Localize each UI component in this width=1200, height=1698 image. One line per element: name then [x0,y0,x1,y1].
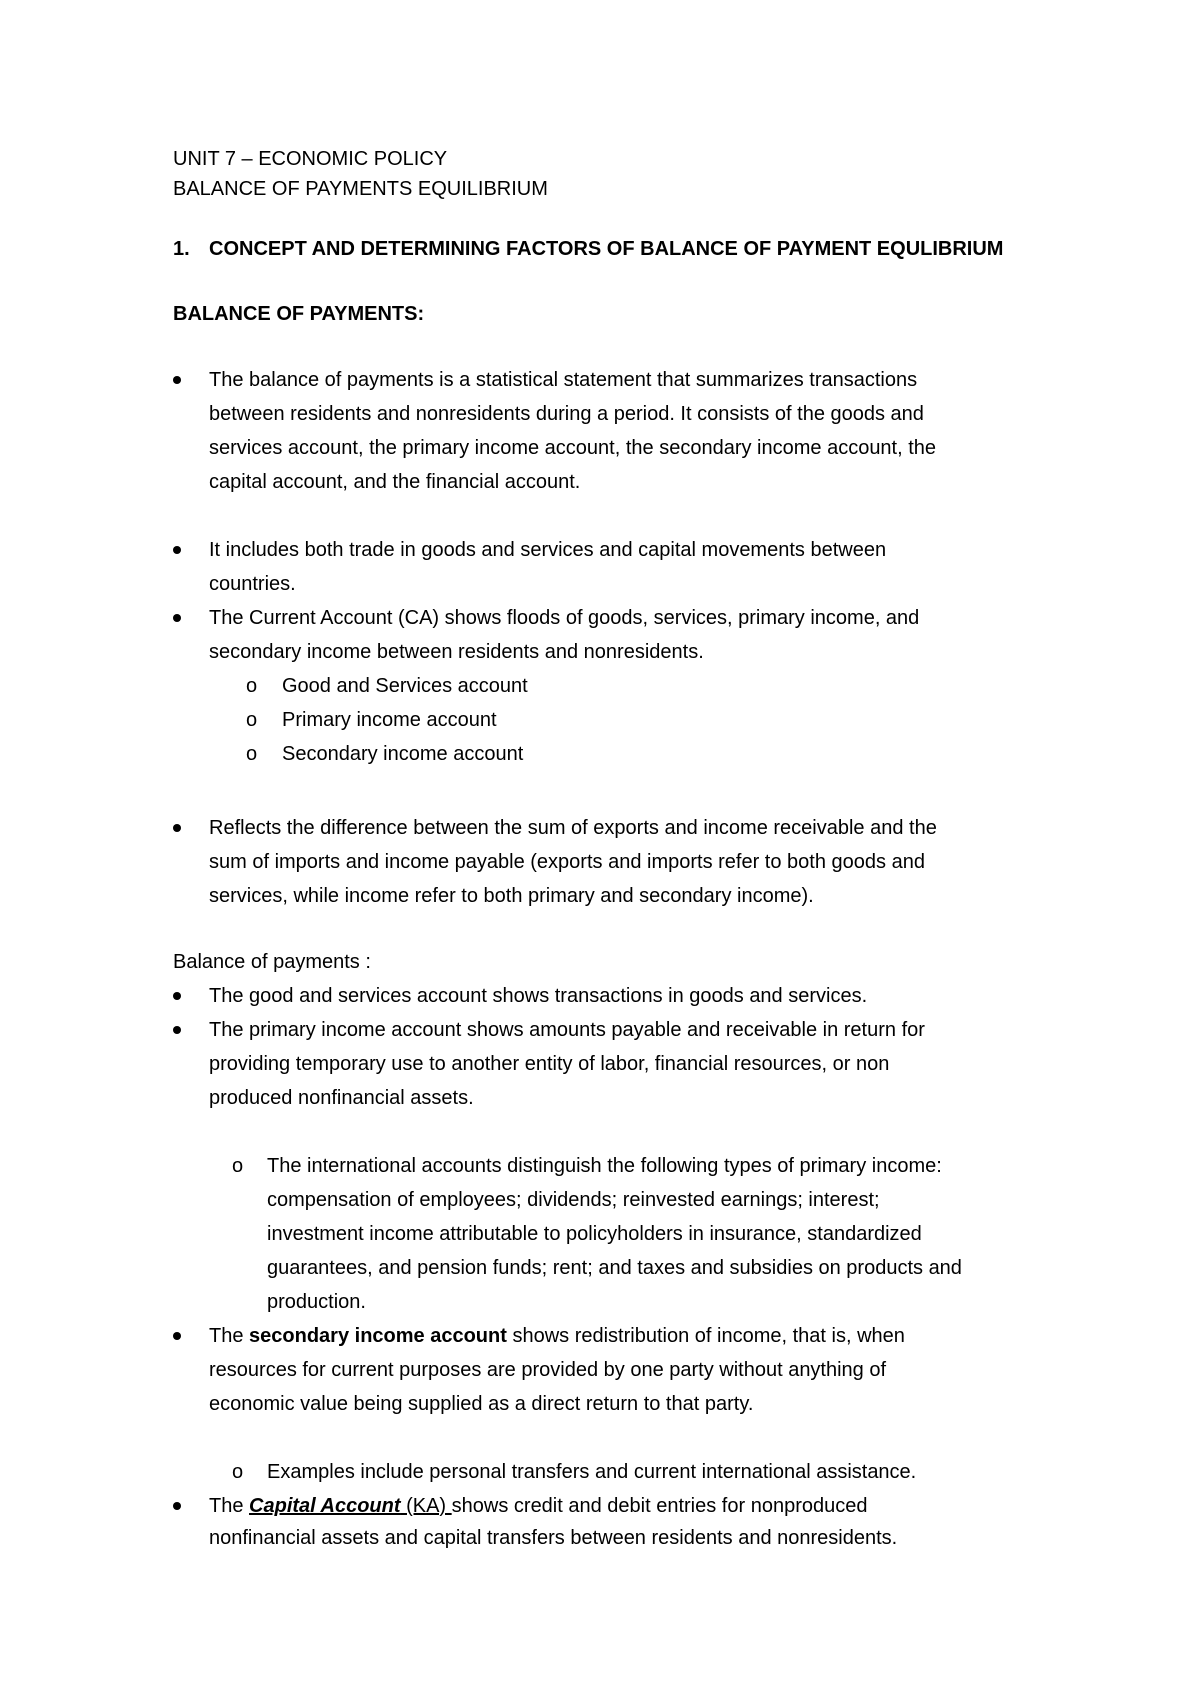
para5: The good and services account shows transactions in goods and services. [209,985,868,1007]
para7-bold-term: secondary income account [249,1325,507,1347]
unit-title: UNIT 7 – ECONOMIC POLICY [173,148,448,170]
para8-line2: nonfinancial assets and capital transfers between residents and nonresidents. [209,1527,898,1549]
para3-line1: The Current Account (CA) shows floods of goods, services, primary income, and [209,607,920,629]
para7-post: shows redistribution of income, that is, when [506,1325,905,1347]
para3-line2: secondary income between residents and nonresidents. [209,641,704,663]
bullet-icon [173,376,181,384]
para7-line3: economic value being supplied as a direct return to that party. [209,1393,754,1415]
bullet-icon [173,1332,181,1340]
para1-line4: capital account, and the financial account. [209,471,581,493]
para6-sub-line3: investment income attributable to policyholders in insurance, standardized [267,1223,922,1245]
para4-line1: Reflects the difference between the sum of exports and income receivable and the [209,817,937,839]
sub-bullet-icon: o [246,743,258,765]
bop-label: Balance of payments : [173,951,371,973]
bullet-icon [173,546,181,554]
para8-abbr: (KA) [400,1495,452,1517]
ca-subitem: Secondary income account [282,743,524,765]
para4-line2: sum of imports and income payable (exports and imports refer to both goods and [209,851,925,873]
sub-bullet-icon: o [232,1461,244,1483]
para8-line1 [209,1494,867,1518]
para6-line1: The primary income account shows amounts payable and receivable in return for [209,1019,925,1041]
sub-bullet-icon: o [246,675,258,697]
para6-sub-line5: production. [267,1291,366,1313]
bullet-icon [173,614,181,622]
para6-line2: providing temporary use to another entity of labor, financial resources, or non [209,1053,890,1075]
para6-line3: produced nonfinancial assets. [209,1087,474,1109]
section-number: 1. [173,238,190,260]
section-title: CONCEPT AND DETERMINING FACTORS OF BALANCE OF PAYMENT EQULIBRIUM [209,238,1004,260]
para7-pre: The [209,1325,250,1347]
sub-bullet-icon: o [246,709,258,731]
ca-subitem: Primary income account [282,709,497,731]
para6-sub-line1: The international accounts distinguish the following types of primary income: [267,1155,942,1177]
document-subtitle: BALANCE OF PAYMENTS EQUILIBRIUM [173,178,548,200]
bullet-icon [173,992,181,1000]
ca-subitem: Good and Services account [282,675,528,697]
para7-line1 [209,1324,905,1348]
para1-line3: services account, the primary income account, the secondary income account, the [209,437,937,459]
para7-sub: Examples include personal transfers and current international assistance. [267,1461,917,1483]
para6-sub-line2: compensation of employees; dividends; reinvested earnings; interest; [267,1189,880,1211]
para4-line3: services, while income refer to both primary and secondary income). [209,885,814,907]
para7-line2: resources for current purposes are provided by one party without anything of [209,1359,887,1381]
bullet-icon [173,824,181,832]
para1-line1: The balance of payments is a statistical statement that summarizes transactions [209,369,918,391]
para6-sub-line4: guarantees, and pension funds; rent; and taxes and subsidies on products and [267,1257,962,1279]
capital-account-link[interactable]: Capital Account [249,1495,401,1517]
bullet-icon [173,1026,181,1034]
sub-bullet-icon: o [232,1155,244,1177]
bullet-icon [173,1502,181,1510]
para1-line2: between residents and nonresidents during a period. It consists of the goods and [209,403,924,425]
para2-line1: It includes both trade in goods and services and capital movements between [209,539,887,561]
bop-heading: BALANCE OF PAYMENTS: [173,303,425,325]
para2-line2: countries. [209,573,296,595]
para8-post: shows credit and debit entries for nonproduced [451,1495,868,1517]
para8-pre: The [209,1495,250,1517]
